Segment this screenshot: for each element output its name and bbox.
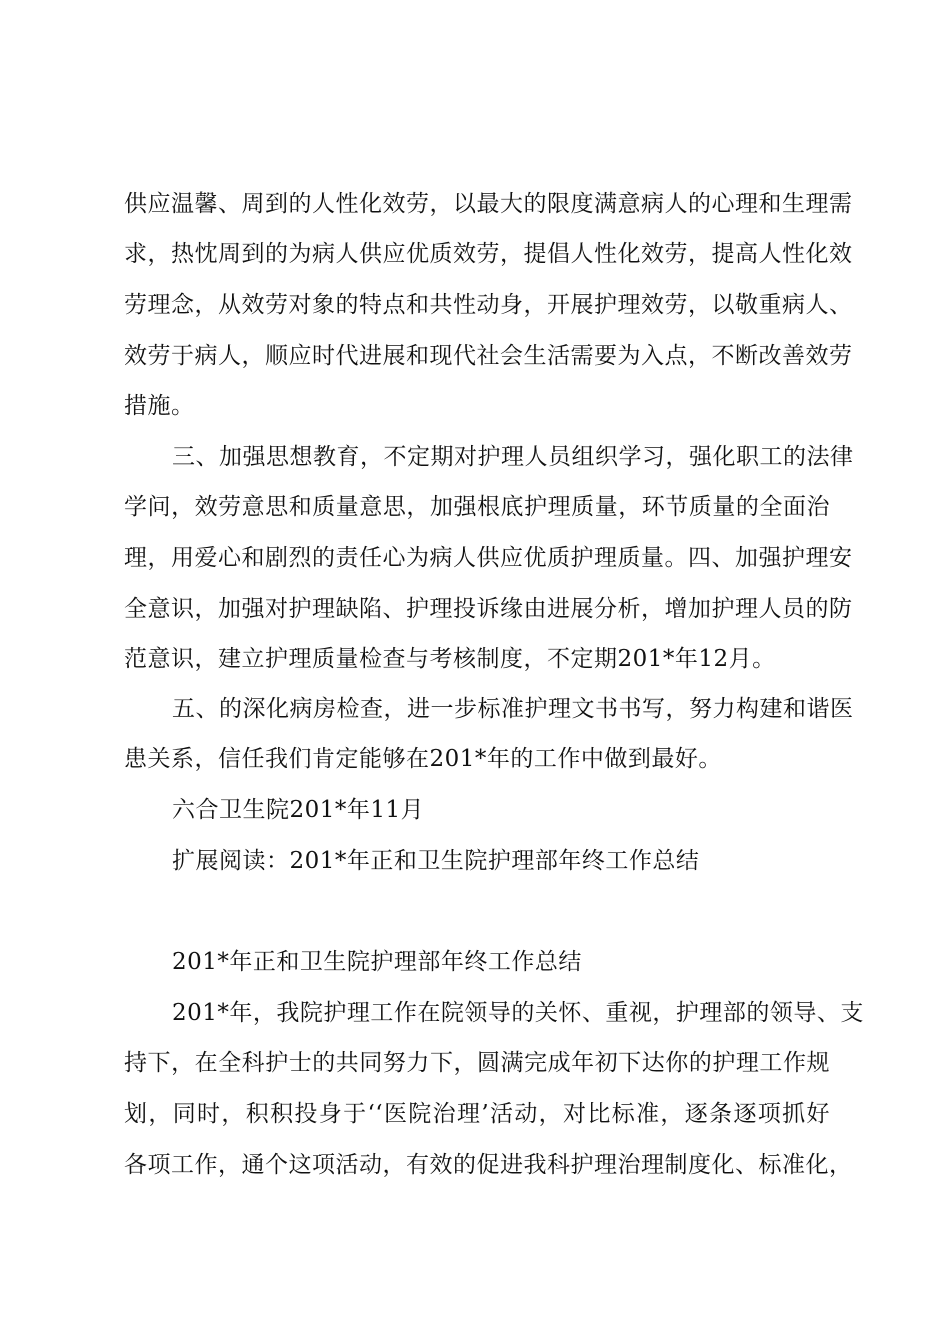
summary-paragraph-line: 201*年，我院护理工作在院领导的关怀、重视，护理部的领导、支 — [172, 1000, 864, 1026]
text-line: 劳理念，从效劳对象的特点和共性动身，开展护理效劳，以敬重病人、 — [124, 292, 853, 318]
text-line: 供应温馨、周到的人性化效劳，以最大的限度满意病人的心理和生理需 — [124, 191, 853, 217]
text-line: 全意识，加强对护理缺陷、护理投诉缘由进展分析，增加护理人员的防 — [124, 596, 853, 622]
text-line: 效劳于病人，顺应时代进展和现代社会生活需要为入点，不断改善效劳 — [124, 343, 853, 369]
text-line: 理，用爱心和剧烈的责任心为病人供应优质护理质量。四、加强护理安 — [124, 545, 853, 571]
text-line: 范意识，建立护理质量检查与考核制度，不定期201*年12月。 — [124, 646, 776, 672]
text-line: 患关系，信任我们肯定能够在201*年的工作中做到最好。 — [124, 746, 722, 772]
section-title: 201*年正和卫生院护理部年终工作总结 — [172, 949, 582, 975]
extended-reading-line: 扩展阅读：201*年正和卫生院护理部年终工作总结 — [172, 848, 700, 874]
text-line: 划，同时，积积投身于‘‘医院治理’活动，对比标准，逐条逐项抓好 — [124, 1101, 830, 1127]
text-line: 学问，效劳意思和质量意思，加强根底护理质量，环节质量的全面治 — [124, 494, 830, 520]
text-line: 求，热忱周到的为病人供应优质效劳，提倡人性化效劳，提高人性化效 — [124, 241, 853, 267]
paragraph-3-line: 三、加强思想教育，不定期对护理人员组织学习，强化职工的法律 — [172, 444, 854, 470]
text-line: 各项工作，通个这项活动，有效的促进我科护理治理制度化、标准化， — [124, 1152, 853, 1178]
text-line: 措施。 — [124, 393, 195, 419]
text-line: 持下，在全科护士的共同努力下，圆满完成年初下达你的护理工作规 — [124, 1050, 830, 1076]
paragraph-5-line: 五、的深化病房检查，进一步标准护理文书书写，努力构建和谐医 — [172, 696, 854, 722]
signature-line: 六合卫生院201*年11月 — [172, 797, 425, 823]
